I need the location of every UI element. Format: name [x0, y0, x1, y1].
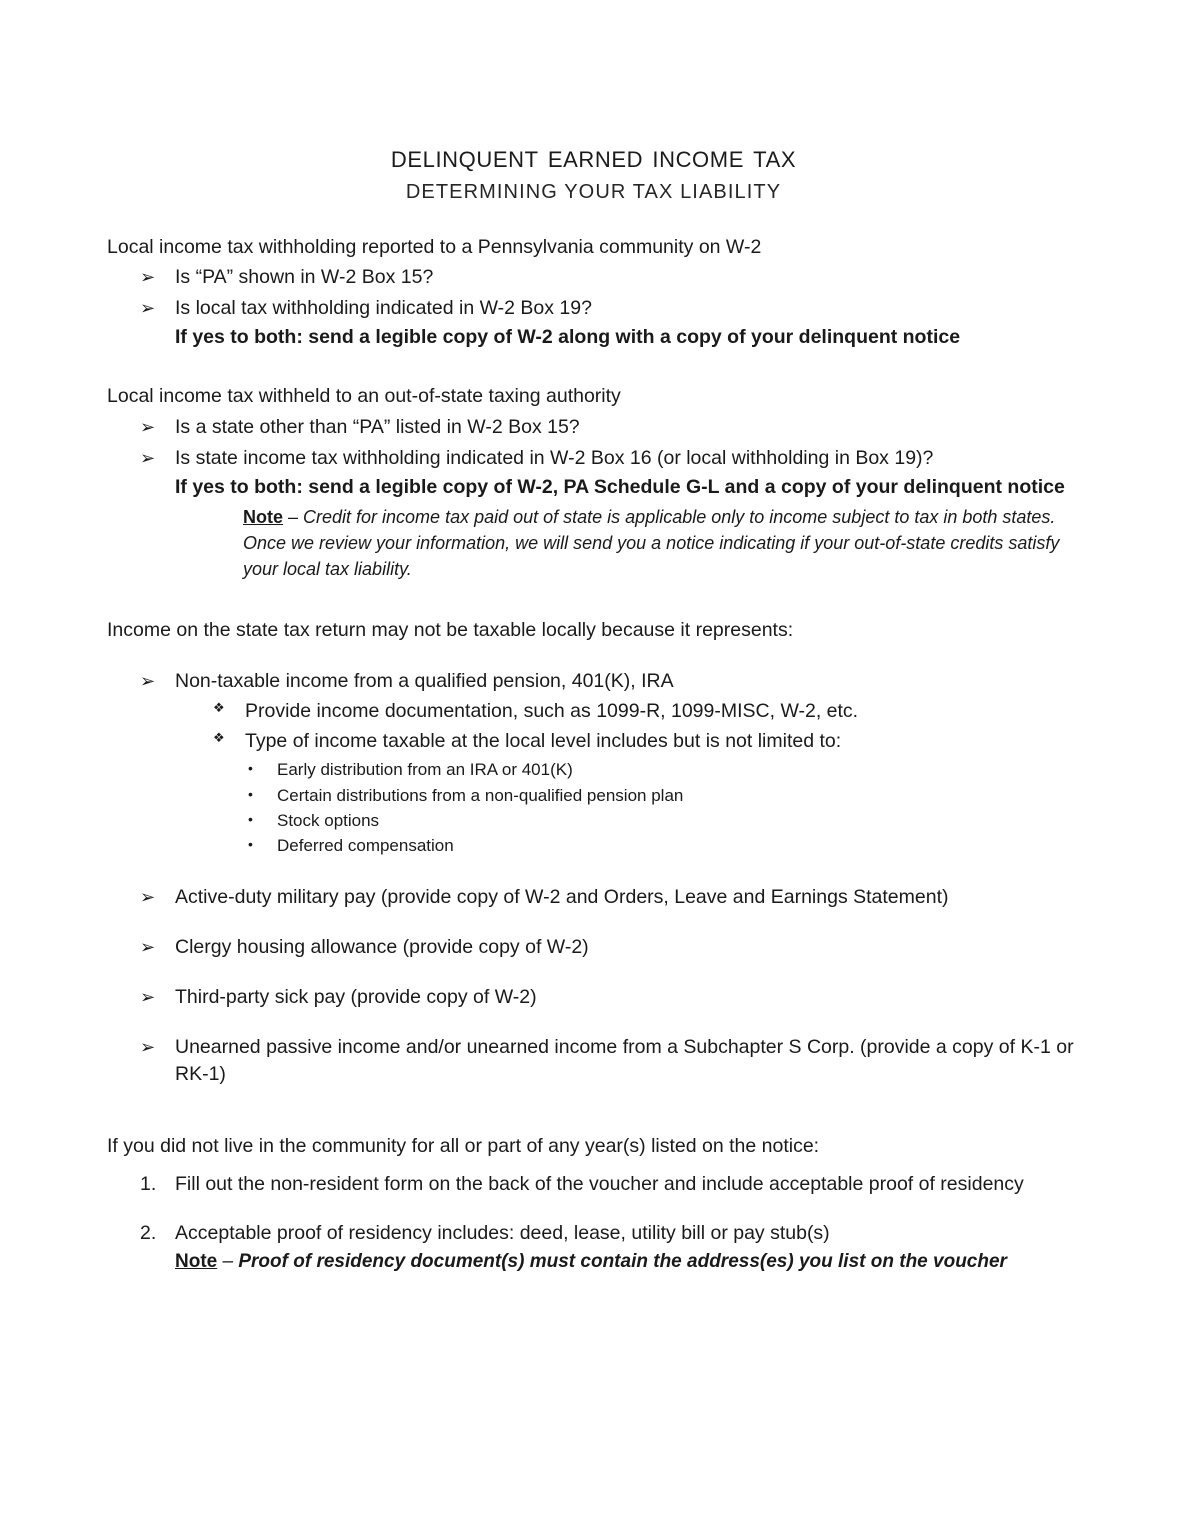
- list-item: [245, 834, 1091, 858]
- section-not-taxable-lead: Income on the state tax return may not be taxable locally because it represents:: [107, 618, 794, 641]
- note-dash: –: [217, 1250, 239, 1272]
- section-out-of-state: [107, 383, 1091, 582]
- list-item-label: Is state income tax withholding indicated in W-2 Box 16 (or local withholding in Box 19)?: [175, 446, 934, 469]
- list-item: [107, 884, 1091, 912]
- list-item: [107, 934, 1091, 962]
- list-item: [107, 445, 1091, 473]
- page-subtitle: DETERMINING YOUR TAX LIABILITY: [405, 180, 782, 203]
- section-pa-conclusion: If yes to both: send a legible copy of W-2 along with a copy of your delinquent notice: [175, 325, 961, 348]
- list-item-label: Clergy housing allowance (provide copy of W-2): [175, 936, 589, 959]
- list-item-label: Type of income taxable at the local level includes but is not limited to:: [245, 729, 842, 752]
- dot-bullet-icon: •: [248, 785, 253, 802]
- list-item-label: Is “PA” shown in W-2 Box 15?: [175, 266, 434, 289]
- list-item-label: Early distribution from an IRA or 401(K): [277, 760, 573, 780]
- page-title: delinquent earned income tax: [390, 139, 797, 174]
- section-out-of-state-list: [107, 414, 1091, 472]
- note-dash: –: [283, 507, 304, 528]
- residency-note: [175, 1249, 1091, 1276]
- section-residency-list: [107, 1171, 1091, 1276]
- list-item: [107, 1171, 1091, 1199]
- list-item: [107, 295, 1091, 323]
- arrow-bullet-icon: ➢: [140, 1036, 156, 1057]
- diamond-bullet-icon: ❖: [213, 699, 225, 715]
- list-item-number: 1.: [140, 1172, 157, 1195]
- section-residency: [107, 1133, 1091, 1276]
- list-item: [209, 698, 1091, 726]
- list-item: [245, 809, 1091, 833]
- dot-bullet-icon: •: [248, 760, 253, 777]
- note-label: Note: [243, 507, 283, 528]
- list-item-label: Unearned passive income and/or unearned income from a Subchapter S Corp. (provide a copy of K-1 or RK-1): [175, 1035, 1074, 1086]
- title-block: [0, 0, 1187, 204]
- section-pa-withholding: [107, 234, 1091, 352]
- list-item: [107, 1220, 1091, 1276]
- list-item: [245, 784, 1091, 808]
- section-out-of-state-lead: Local income tax withheld to an out-of-state taxing authority: [107, 385, 621, 408]
- note-label: Note: [175, 1250, 218, 1272]
- section-residency-lead: If you did not live in the community for all or part of any year(s) listed on the notice:: [107, 1134, 820, 1157]
- list-item: [107, 984, 1091, 1012]
- list-item-label: Active-duty military pay (provide copy of W-2 and Orders, Leave and Earnings Statement): [175, 886, 949, 909]
- list-item-label: Certain distributions from a non-qualified pension plan: [277, 785, 684, 805]
- list-item-label: Fill out the non-resident form on the back of the voucher and include acceptable proof of residency: [175, 1172, 1024, 1195]
- list-item-label: Is local tax withholding indicated in W-2 Box 19?: [175, 297, 592, 320]
- list-item-label: Is a state other than “PA” listed in W-2 Box 15?: [175, 416, 580, 439]
- arrow-bullet-icon: ➢: [140, 447, 156, 468]
- document-body: [0, 234, 1187, 1276]
- arrow-bullet-icon: ➢: [140, 671, 156, 692]
- arrow-bullet-icon: ➢: [140, 937, 156, 958]
- list-item-label: Third-party sick pay (provide copy of W-2): [175, 985, 537, 1008]
- list-item-number: 2.: [140, 1222, 157, 1245]
- list-item: [107, 1034, 1091, 1089]
- section-out-of-state-conclusion: If yes to both: send a legible copy of W-2, PA Schedule G-L and a copy of your delinquent notice: [175, 475, 1065, 498]
- note-text: Proof of residency document(s) must contain the address(es) you list on the voucher: [238, 1250, 1007, 1272]
- dot-bullet-icon: •: [248, 836, 253, 853]
- arrow-bullet-icon: ➢: [140, 986, 156, 1007]
- list-item-label: Provide income documentation, such as 1099-R, 1099-MISC, W-2, etc.: [245, 699, 859, 722]
- list-item: [107, 668, 1091, 858]
- list-item: [107, 264, 1091, 292]
- list-item: [245, 758, 1091, 782]
- note-text: Credit for income tax paid out of state is applicable only to income subject to tax in both states. Once we review your information, we will send you a notice indicating if your out-of-state credits satisfy your local tax liability.: [243, 507, 1060, 580]
- list-item: [209, 728, 1091, 756]
- list-item: [107, 414, 1091, 442]
- taxable-income-types-list: [245, 758, 1091, 858]
- out-of-state-note: [243, 504, 1091, 582]
- list-item-label: Deferred compensation: [277, 836, 454, 856]
- list-item-label: Acceptable proof of residency includes: deed, lease, utility bill or pay stub(s): [175, 1222, 830, 1245]
- section-not-taxable: [107, 617, 1091, 1089]
- pension-sub-list: [209, 698, 1091, 755]
- list-item-label: Stock options: [277, 810, 380, 830]
- arrow-bullet-icon: ➢: [140, 298, 156, 319]
- section-not-taxable-list: [107, 668, 1091, 1089]
- list-item-label: Non-taxable income from a qualified pension, 401(K), IRA: [175, 670, 674, 693]
- section-pa-lead: Local income tax withholding reported to a Pennsylvania community on W-2: [107, 235, 762, 258]
- arrow-bullet-icon: ➢: [140, 887, 156, 908]
- arrow-bullet-icon: ➢: [140, 267, 156, 288]
- diamond-bullet-icon: ❖: [213, 729, 225, 745]
- dot-bullet-icon: •: [248, 810, 253, 827]
- section-pa-list: [107, 264, 1091, 322]
- arrow-bullet-icon: ➢: [140, 417, 156, 438]
